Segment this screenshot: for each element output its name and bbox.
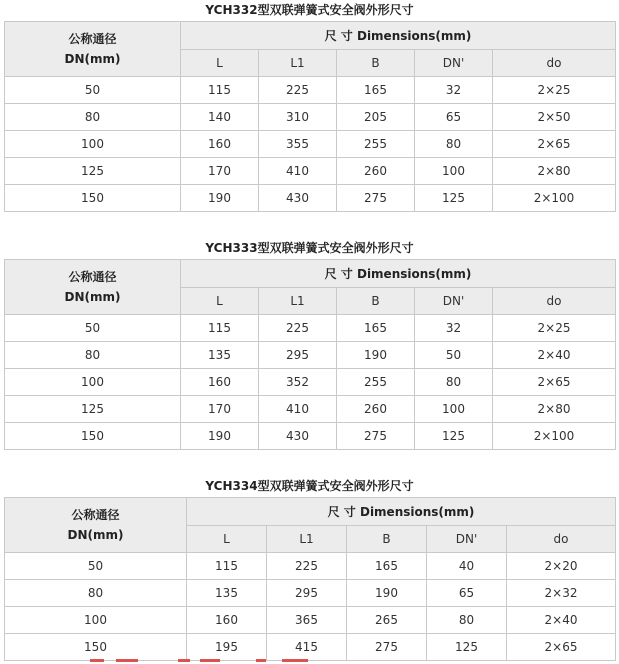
cell: 410 (259, 158, 337, 185)
column-header-B: B (337, 50, 415, 77)
cell: 275 (337, 423, 415, 450)
cell: 260 (337, 396, 415, 423)
cell: 430 (259, 423, 337, 450)
cell: 32 (415, 315, 493, 342)
cell: 80 (415, 369, 493, 396)
cell: 125 (5, 158, 181, 185)
cell: 295 (259, 342, 337, 369)
cell: 225 (259, 77, 337, 104)
cell: 260 (337, 158, 415, 185)
cell: 190 (181, 185, 259, 212)
cell: 190 (337, 342, 415, 369)
cell: 430 (259, 185, 337, 212)
cell: 2×100 (493, 185, 616, 212)
cell: 2×32 (507, 580, 616, 607)
table-title-ych333: YCH333型双联弹簧式安全阀外形尺寸 (205, 241, 414, 255)
cell: 255 (337, 131, 415, 158)
cell: 2×80 (493, 396, 616, 423)
cell: 115 (181, 77, 259, 104)
column-header-B: B (347, 526, 427, 553)
cell: 65 (427, 580, 507, 607)
table-row (5, 607, 616, 634)
cell: 100 (5, 131, 181, 158)
column-header-L: L (181, 50, 259, 77)
column-header-DN: DN' (415, 50, 493, 77)
table-row (5, 77, 616, 104)
column-header-DN: DN' (427, 526, 507, 553)
dimensions-header: 尺 寸 Dimensions(mm) (187, 498, 616, 526)
cell: 50 (5, 77, 181, 104)
cell: 190 (347, 580, 427, 607)
cell: 2×65 (493, 369, 616, 396)
column-header-B: B (337, 288, 415, 315)
dimensions-table-ych332 (4, 21, 616, 212)
cell: 50 (5, 553, 187, 580)
nominal-diameter-header: 公称通径 DN(mm) (5, 260, 181, 315)
dimensions-table-ych333 (4, 259, 616, 450)
table-title-ych334: YCH334型双联弹簧式安全阀外形尺寸 (205, 479, 414, 493)
cell: 352 (259, 369, 337, 396)
cell: 140 (181, 104, 259, 131)
cell: 150 (5, 185, 181, 212)
column-header-L1: L1 (259, 50, 337, 77)
cell: 365 (267, 607, 347, 634)
cell: 50 (415, 342, 493, 369)
cell: 2×65 (493, 131, 616, 158)
table-row (5, 104, 616, 131)
dimensions-header: 尺 寸 Dimensions(mm) (181, 22, 616, 50)
cell: 275 (337, 185, 415, 212)
column-header-do: do (493, 288, 616, 315)
cropped-text-fragment (60, 657, 340, 664)
cell: 125 (427, 634, 507, 661)
nominal-diameter-header: 公称通径 DN(mm) (5, 498, 187, 553)
cell: 2×80 (493, 158, 616, 185)
table-title-ych332: YCH332型双联弹簧式安全阀外形尺寸 (205, 3, 414, 17)
cell: 2×40 (507, 607, 616, 634)
column-header-do: do (507, 526, 616, 553)
cell: 2×40 (493, 342, 616, 369)
cell: 170 (181, 396, 259, 423)
cell: 295 (267, 580, 347, 607)
cell: 50 (5, 315, 181, 342)
cell: 150 (5, 634, 187, 661)
table-row (5, 185, 616, 212)
cell: 125 (415, 185, 493, 212)
table-row (5, 423, 616, 450)
table-row (5, 553, 616, 580)
column-header-L1: L1 (267, 526, 347, 553)
cell: 195 (187, 634, 267, 661)
table-row (5, 158, 616, 185)
dimensions-header: 尺 寸 Dimensions(mm) (181, 260, 616, 288)
cell: 205 (337, 104, 415, 131)
cell: 100 (5, 369, 181, 396)
nominal-diameter-header: 公称通径 DN(mm) (5, 22, 181, 77)
cell: 80 (5, 104, 181, 131)
cell: 225 (259, 315, 337, 342)
table-row (5, 131, 616, 158)
cell: 80 (427, 607, 507, 634)
table-row (5, 315, 616, 342)
column-header-L1: L1 (259, 288, 337, 315)
cell: 65 (415, 104, 493, 131)
cell: 310 (259, 104, 337, 131)
cell: 2×65 (507, 634, 616, 661)
cell: 80 (415, 131, 493, 158)
cell: 275 (347, 634, 427, 661)
cell: 150 (5, 423, 181, 450)
column-header-DN: DN' (415, 288, 493, 315)
cell: 165 (337, 77, 415, 104)
cell: 80 (5, 580, 187, 607)
cell: 125 (5, 396, 181, 423)
cell: 2×100 (493, 423, 616, 450)
cell: 160 (181, 131, 259, 158)
table-row (5, 342, 616, 369)
table-row (5, 369, 616, 396)
cell: 160 (181, 369, 259, 396)
cell: 355 (259, 131, 337, 158)
table-row (5, 580, 616, 607)
cell: 265 (347, 607, 427, 634)
cell: 32 (415, 77, 493, 104)
cell: 100 (415, 158, 493, 185)
table-row (5, 396, 616, 423)
cell: 40 (427, 553, 507, 580)
cell: 135 (187, 580, 267, 607)
cell: 165 (337, 315, 415, 342)
cell: 190 (181, 423, 259, 450)
cell: 225 (267, 553, 347, 580)
cell: 410 (259, 396, 337, 423)
cell: 2×25 (493, 77, 616, 104)
cell: 415 (267, 634, 347, 661)
cell: 170 (181, 158, 259, 185)
cell: 160 (187, 607, 267, 634)
dimensions-table-ych334 (4, 497, 616, 661)
cell: 2×20 (507, 553, 616, 580)
cell: 100 (5, 607, 187, 634)
column-header-do: do (493, 50, 616, 77)
column-header-L: L (187, 526, 267, 553)
cell: 165 (347, 553, 427, 580)
cell: 80 (5, 342, 181, 369)
cell: 115 (187, 553, 267, 580)
cell: 135 (181, 342, 259, 369)
cell: 100 (415, 396, 493, 423)
cell: 2×25 (493, 315, 616, 342)
cell: 125 (415, 423, 493, 450)
cell: 255 (337, 369, 415, 396)
cell: 2×50 (493, 104, 616, 131)
cell: 115 (181, 315, 259, 342)
column-header-L: L (181, 288, 259, 315)
